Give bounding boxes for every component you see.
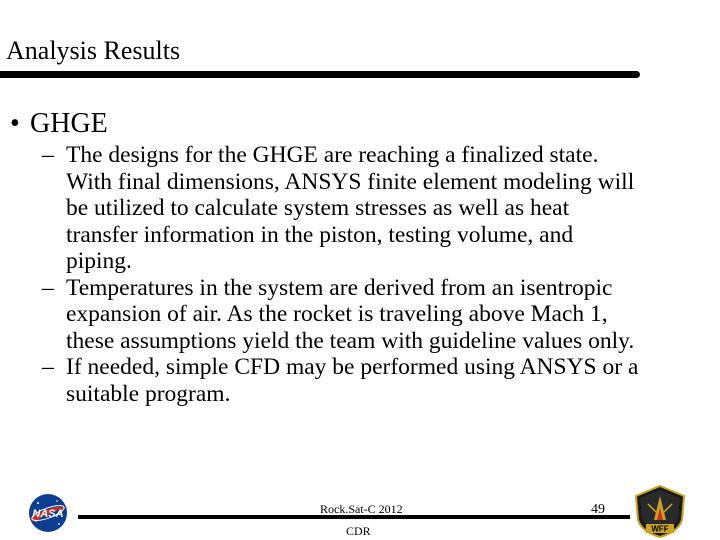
dash-mark: – [42,142,54,168]
nasa-logo [24,491,72,535]
footer-center-text: Rock.Sat-C 2012 [320,502,403,516]
title-underline [0,71,640,78]
sub-bullet-text: If needed, simple CFD may be performed using ANSYS or a suitable program. [66,354,639,407]
bullet-text: GHGE [30,108,108,139]
slide-title: Analysis Results [6,36,181,65]
footer-cdr-text: CDR [346,524,371,538]
dash-mark: – [42,354,54,380]
sub-bullet [42,354,642,407]
sub-bullet [42,275,642,355]
wff-logo-text: WFF [651,524,669,534]
nasa-logo-text: NASA [32,508,64,520]
bullet-mark: • [10,108,20,139]
bullet-ghge [10,108,108,140]
page-number: 49 [591,502,605,517]
sub-bullet-text: Temperatures in the system are derived from an isentropic expansion of air. As the rocket is traveling above Mach 1, these assumptions yield the team with guideline values only. [66,274,635,354]
sub-bullet [42,142,642,275]
sub-bullet-list [42,142,642,407]
sub-bullet-text: The designs for the GHGE are reaching a finalized state. With final dimensions, ANSYS finite element modeling will be utilized to calculate system stresses as well as heat transfer information in the piston, testing volume, and piping. [66,142,635,274]
dash-mark: – [42,274,54,301]
wff-logo [630,484,690,538]
